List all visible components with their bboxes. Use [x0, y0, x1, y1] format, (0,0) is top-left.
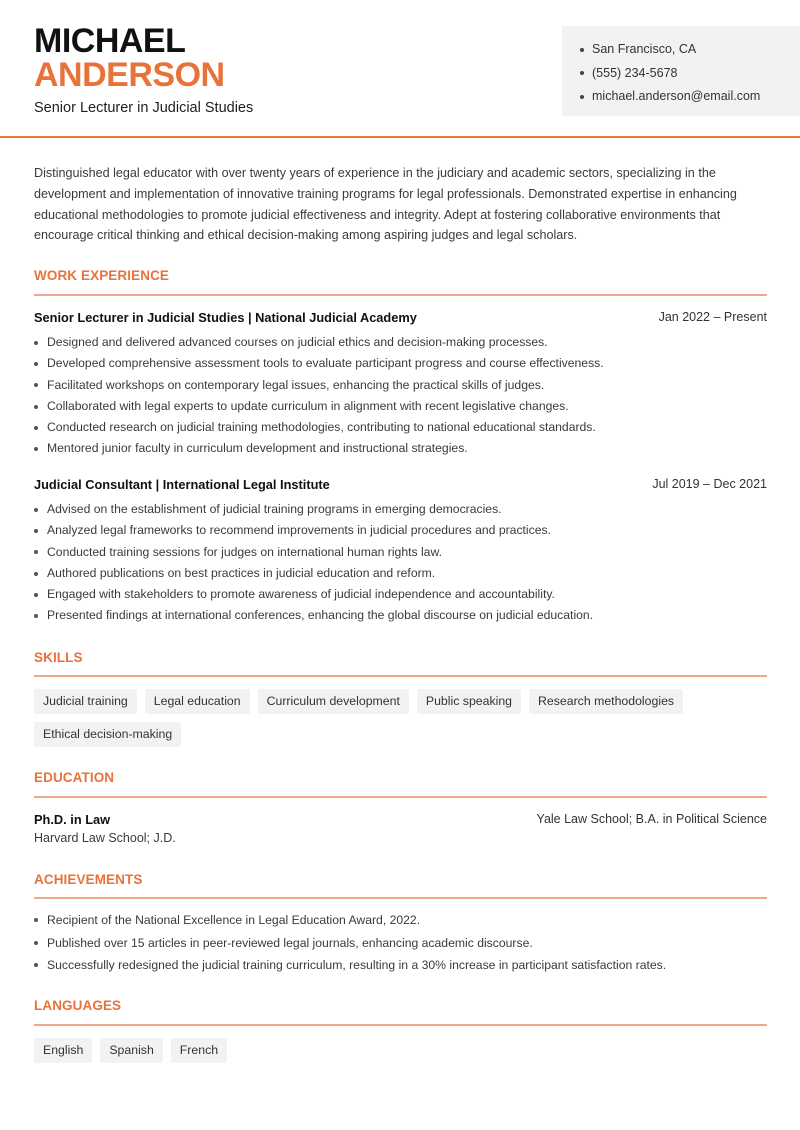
- bullet-icon: [580, 71, 584, 75]
- list-item: Successfully redesigned the judicial training curriculum, resulting in a 30% increase in participant satisfaction rates.: [34, 954, 774, 977]
- list-item: Conducted research on judicial training methodologies, contributing to national educational standards.: [34, 417, 774, 438]
- list-item: Published over 15 articles in peer-reviewed legal journals, enhancing academic discourse.: [34, 932, 774, 955]
- job-title: Judicial Consultant | International Legal Institute: [34, 477, 330, 492]
- skill-chip: Legal education: [145, 689, 250, 714]
- skill-chip: Research methodologies: [529, 689, 683, 714]
- section-divider: [34, 294, 767, 296]
- section-title-education: EDUCATION: [34, 770, 115, 785]
- skills-list: [34, 689, 774, 747]
- bullet-icon: [34, 593, 38, 597]
- list-item: Designed and delivered advanced courses on judicial ethics and decision-making processes.: [34, 332, 774, 353]
- resume-header: [0, 0, 800, 138]
- job-date: Jul 2019 – Dec 2021: [652, 477, 767, 491]
- job-date: Jan 2022 – Present: [658, 310, 767, 324]
- section-divider: [34, 897, 767, 899]
- bullet-icon: [34, 614, 38, 618]
- list-item: Authored publications on best practices in judicial education and reform.: [34, 563, 774, 584]
- languages-list: [34, 1038, 774, 1063]
- section-title-achievements: ACHIEVEMENTS: [34, 872, 143, 887]
- bullet-icon: [34, 918, 38, 922]
- list-item: Recipient of the National Excellence in Legal Education Award, 2022.: [34, 909, 774, 932]
- summary: Distinguished legal educator with over twenty years of experience in the judiciary and academic sectors, specializing in the development and implementation of innovative training programs for legal professionals. Demonstrated expertise in enhancing educational methodologies to promote judicial effectiveness and integrity. Adept at fostering collaborative environments that encourage critical thinking and ethical decision-making among aspiring judges and legal scholars.: [34, 166, 737, 243]
- section-title-languages: LANGUAGES: [34, 998, 122, 1013]
- education-secondary: Yale Law School; B.A. in Political Science: [536, 812, 767, 826]
- language-chip: French: [171, 1038, 227, 1063]
- section-title-work-experience: WORK EXPERIENCE: [34, 268, 170, 283]
- first-name: MICHAEL: [34, 22, 186, 60]
- language-chip: Spanish: [100, 1038, 162, 1063]
- section-title-skills: SKILLS: [34, 650, 83, 665]
- skill-chip: Judicial training: [34, 689, 137, 714]
- bullet-icon: [34, 963, 38, 967]
- headline: Senior Lecturer in Judicial Studies: [34, 100, 254, 116]
- bullet-icon: [34, 383, 38, 387]
- job-bullets: [34, 332, 774, 460]
- bullet-icon: [34, 550, 38, 554]
- language-chip: English: [34, 1038, 92, 1063]
- list-item: Collaborated with legal experts to update curriculum in alignment with recent legislative changes.: [34, 396, 774, 417]
- list-item: Advised on the establishment of judicial training programs in emerging democracies.: [34, 499, 774, 520]
- bullet-icon: [580, 48, 584, 52]
- bullet-icon: [34, 529, 38, 533]
- contact-phone: (555) 234-5678: [580, 62, 800, 86]
- education-degree: Ph.D. in Law: [34, 812, 111, 827]
- contact-location: San Francisco, CA: [580, 38, 800, 62]
- education-school: Harvard Law School; J.D.: [34, 831, 176, 845]
- list-item: Developed comprehensive assessment tools to evaluate participant progress and course effectiveness.: [34, 353, 774, 374]
- list-item: Analyzed legal frameworks to recommend improvements in judicial procedures and practices.: [34, 520, 774, 541]
- list-item: Facilitated workshops on contemporary legal issues, enhancing the practical skills of judges.: [34, 375, 774, 396]
- last-name: ANDERSON: [34, 56, 225, 94]
- skill-chip: Curriculum development: [258, 689, 409, 714]
- section-divider: [34, 1024, 767, 1026]
- bullet-icon: [580, 95, 584, 99]
- bullet-icon: [34, 941, 38, 945]
- skill-chip: Ethical decision-making: [34, 722, 181, 747]
- bullet-icon: [34, 508, 38, 512]
- list-item: Conducted training sessions for judges on international human rights law.: [34, 542, 774, 563]
- bullet-icon: [34, 341, 38, 345]
- list-item: Mentored junior faculty in curriculum development and instructional strategies.: [34, 438, 774, 459]
- job-bullets: [34, 499, 774, 627]
- achievements-list: [34, 909, 774, 977]
- section-divider: [34, 796, 767, 798]
- skill-chip: Public speaking: [417, 689, 521, 714]
- list-item: Engaged with stakeholders to promote awareness of judicial independence and accountability.: [34, 584, 774, 605]
- job-title: Senior Lecturer in Judicial Studies | National Judicial Academy: [34, 310, 417, 325]
- contact-box: [562, 26, 800, 116]
- list-item: Presented findings at international conferences, enhancing the global discourse on judicial education.: [34, 605, 774, 626]
- bullet-icon: [34, 572, 38, 576]
- bullet-icon: [34, 405, 38, 409]
- bullet-icon: [34, 426, 38, 430]
- bullet-icon: [34, 362, 38, 366]
- contact-email: michael.anderson@email.com: [580, 85, 800, 109]
- section-divider: [34, 675, 767, 677]
- bullet-icon: [34, 447, 38, 451]
